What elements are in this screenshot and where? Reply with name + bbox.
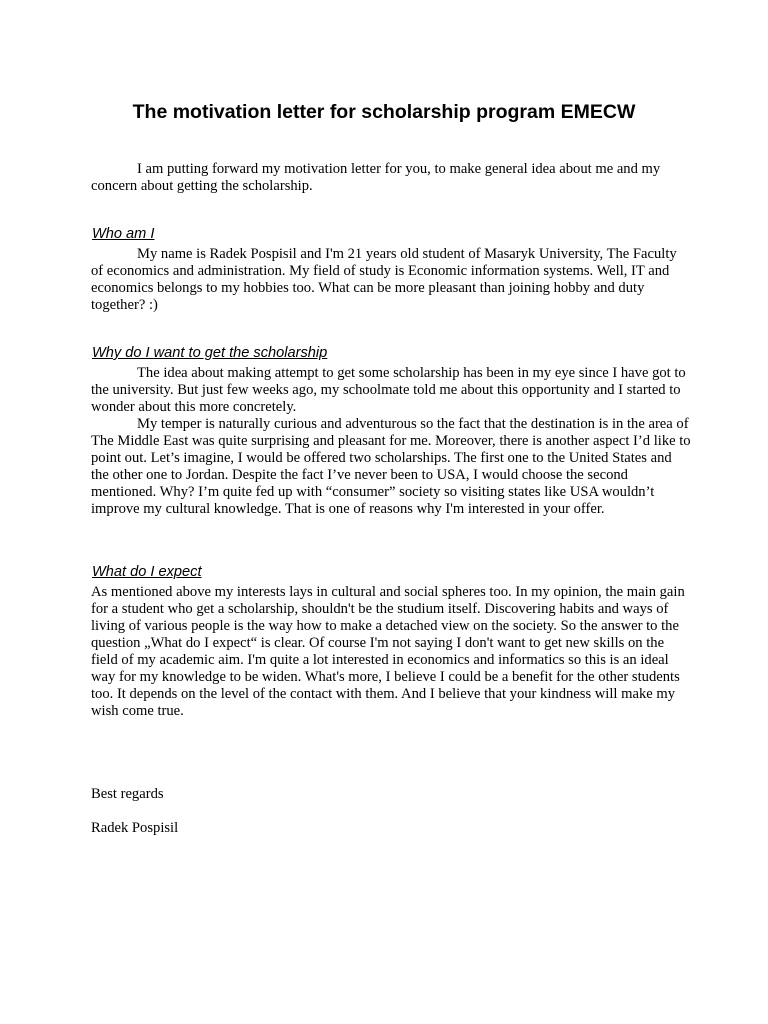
closing-line: Best regards xyxy=(91,786,164,802)
section-heading-why-scholarship: Why do I want to get the scholarship xyxy=(92,345,328,361)
who-am-i-paragraph: My name is Radek Pospisil and I'm 21 years old student of Masaryk University, The Faculty of economics and administration. My field of study is Economic information systems. Well, IT and economics belongs to my hobbies too. What can be more pleasant than joining hobby and duty together? :) xyxy=(91,246,677,313)
why-scholarship-paragraph-1: The idea about making attempt to get some scholarship has been in my eye since I have got to the university. But just few weeks ago, my schoolmate told me about this opportunity and I started to wonder about this more concretely. xyxy=(91,365,686,415)
what-expect-paragraph: As mentioned above my interests lays in cultural and social spheres too. In my opinion, the main gain for a student who get a scholarship, shouldn't be the studium itself. Discovering habits and ways of living of various people is the way how to make a detached view on the society. So the answer to the question „What do I expect“ is clear. Of course I'm not saying I don't want to get new skills on the field of my academic aim. I'm quite a lot interested in economics and informatics so this is an ideal way for my knowledge to be widen. What's more, I believe I could be a benefit for the other students too. It depends on the level of the contact with them. And I believe that your kindness will make my wish come true. xyxy=(91,584,685,719)
section-heading-who-am-i: Who am I xyxy=(92,226,155,242)
section-heading-what-expect: What do I expect xyxy=(92,564,202,580)
signature-name: Radek Pospisil xyxy=(91,820,179,836)
page-title: The motivation letter for scholarship program EMECW xyxy=(132,101,636,123)
why-scholarship-paragraph-2: My temper is naturally curious and adventurous so the fact that the destination is in the area of The Middle East was quite surprising and pleasant for me. Moreover, there is another aspect I’d like to point out. Let’s imagine, I would be offered two scholarships. The first one to the United States and the other one to Jordan. Despite the fact I’ve never been to USA, I would choose the second mentioned. Why? I’m quite fed up with “consumer” society so visiting states like USA wouldn’t improve my cultural knowledge. That is one of reasons why I'm interested in your offer. xyxy=(91,416,691,517)
intro-paragraph: I am putting forward my motivation letter for you, to make general idea about me and my concern about getting the scholarship. xyxy=(91,161,661,194)
